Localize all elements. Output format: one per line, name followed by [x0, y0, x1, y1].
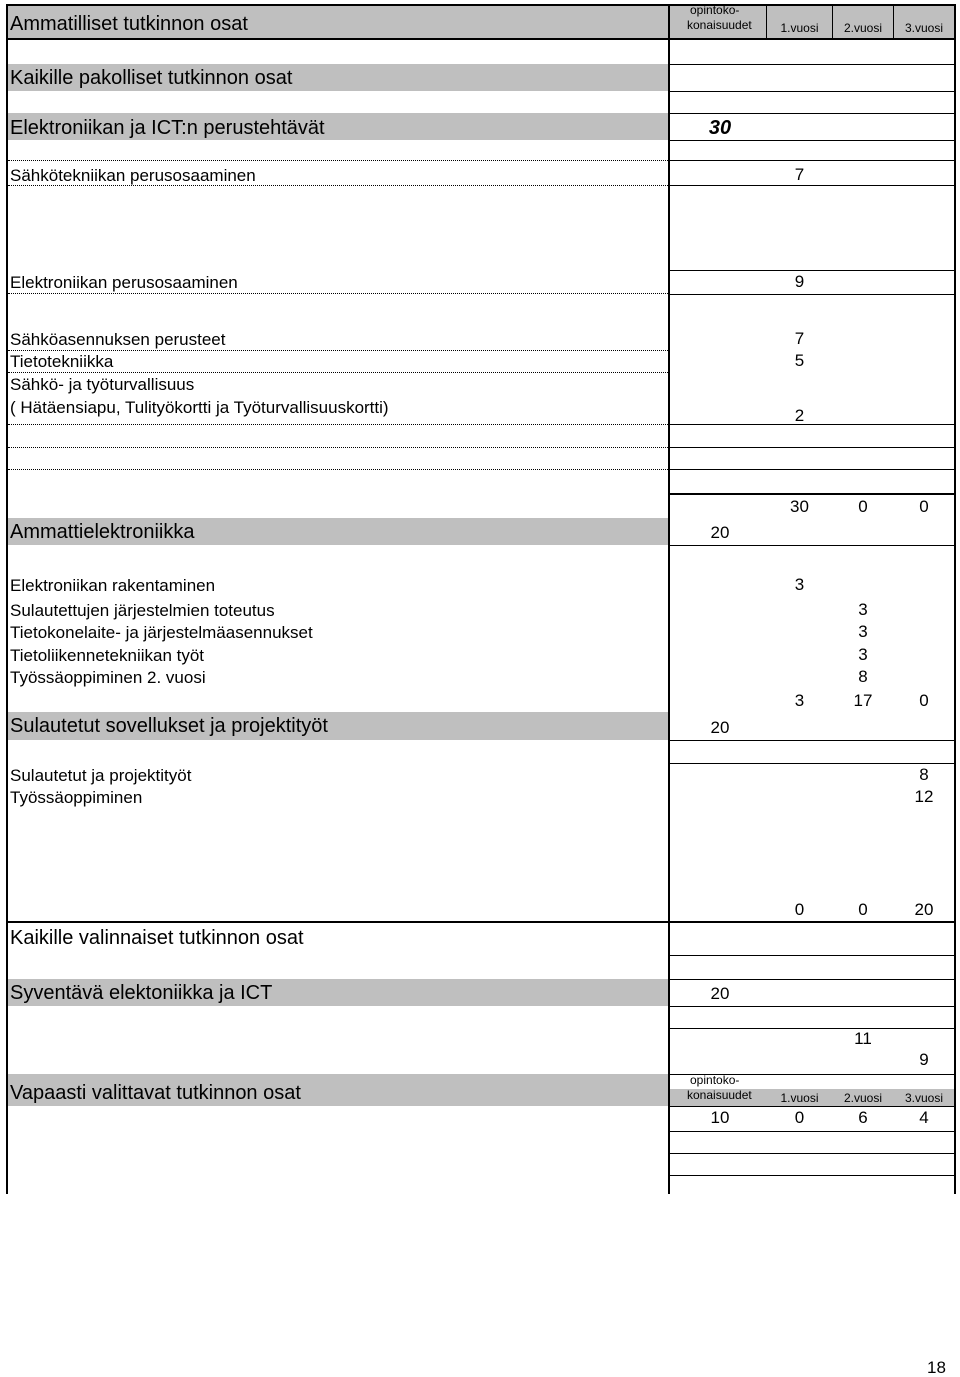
row-y1: 9: [794, 272, 805, 291]
grid-line: [668, 185, 956, 186]
vapaasti-y2-value: 6: [858, 1108, 868, 1127]
grid-line: [668, 113, 956, 114]
row-y1: 7: [794, 329, 805, 348]
row-y1: 3: [794, 575, 805, 594]
row-y3: 8: [919, 765, 929, 784]
ammattielektroniikka-title: Ammattielektroniikka: [10, 521, 195, 543]
header-bottom-border: [6, 38, 955, 40]
vapaasti-title: Vapaasti valittavat tutkinnon osat: [10, 1082, 301, 1104]
ammattielektroniikka-total-y3: 0: [919, 691, 929, 710]
perustehtavat-total-y1: 30: [790, 497, 809, 516]
row-label: Sulautettujen järjestelmien toteutus: [10, 601, 275, 620]
syventava-y3: 9: [919, 1050, 929, 1069]
right-border: [954, 4, 956, 1194]
col-y2-header: 2.vuosi: [843, 21, 883, 35]
dotted-line: [8, 372, 668, 373]
grid-line: [668, 955, 956, 956]
section-line: [6, 921, 956, 923]
col-ov-line1: opintoko-: [690, 3, 740, 17]
row-label: Sulautetut ja projektityöt: [10, 766, 192, 785]
dotted-line: [8, 424, 668, 425]
top-border: [6, 4, 955, 6]
vapaasti-col-y1: 1.vuosi: [780, 1091, 819, 1105]
grid-line: [668, 270, 956, 271]
grid-line: [668, 91, 956, 92]
ammattielektroniikka-ov: 20: [710, 523, 730, 542]
syventava-y2: 11: [854, 1029, 872, 1048]
row-y3: 12: [914, 787, 934, 806]
left-border: [6, 4, 8, 1194]
row-label: Työssäoppiminen: [10, 788, 143, 807]
dotted-line: [8, 185, 668, 186]
grid-line: [668, 469, 956, 470]
grid-line: [668, 1028, 956, 1029]
page-title: Ammatilliset tutkinnon osat: [10, 13, 248, 35]
row-y2: 8: [858, 667, 868, 686]
perustehtavat-ov: 30: [708, 116, 732, 139]
syventava-title: Syventävä elektoniikka ja ICT: [10, 982, 273, 1004]
perustehtavat-total-y2: 0: [858, 497, 868, 516]
row-y2: 3: [858, 645, 868, 664]
row-label: Sähkö- ja työturvallisuus: [10, 375, 195, 394]
row-y1: 2: [794, 406, 805, 425]
grid-line: [668, 447, 956, 448]
sulautetut-total-y3: 20: [914, 900, 934, 919]
sulautetut-ov: 20: [710, 718, 730, 737]
dotted-line: [8, 469, 668, 470]
row-label: Työssäoppiminen 2. vuosi: [10, 668, 206, 687]
grid-line: [668, 979, 956, 980]
sulautetut-total-y1: 0: [794, 900, 805, 919]
totals-line: [668, 493, 956, 495]
grid-line: [668, 140, 956, 141]
grid-line: [668, 740, 956, 741]
section-pakolliset: Kaikille pakolliset tutkinnon osat: [10, 67, 293, 89]
perustehtavat-title: Elektroniikan ja ICT:n perustehtävät: [10, 117, 325, 139]
ammattielektroniikka-total-y1: 3: [794, 691, 805, 710]
row-y2: 3: [858, 600, 868, 619]
vapaasti-col-y2: 2.vuosi: [843, 1091, 883, 1105]
vapaasti-y1-value: 0: [794, 1108, 805, 1127]
syventava-ov: 20: [710, 984, 730, 1003]
grid-line: [668, 763, 956, 764]
col-divider: [668, 4, 670, 1194]
sulautetut-total-y2: 0: [858, 900, 868, 919]
grid-line: [668, 1106, 956, 1107]
vapaasti-y3-value: 4: [919, 1108, 929, 1127]
vapaasti-col-y3: 3.vuosi: [904, 1091, 944, 1105]
vapaasti-col-ov-line1: opintoko-: [690, 1073, 740, 1087]
vapaasti-col-ov-line2: konaisuudet: [687, 1088, 752, 1102]
perustehtavat-total-y3: 0: [919, 497, 929, 516]
row-label: Elektroniikan rakentaminen: [10, 576, 216, 595]
grid-line: [668, 1153, 956, 1154]
row-y1: 7: [794, 165, 805, 184]
grid-line: [668, 1175, 956, 1176]
section-valinnaiset: Kaikille valinnaiset tutkinnon osat: [10, 927, 304, 949]
sulautetut-title: Sulautetut sovellukset ja projektityöt: [10, 715, 328, 737]
row-label: Sähköasennuksen perusteet: [10, 330, 226, 349]
row-y1: 5: [794, 351, 805, 370]
grid-line: [668, 294, 956, 295]
row-label: ( Hätäensiapu, Tulityökortti ja Työturvallisuuskortti): [10, 398, 389, 417]
dotted-line: [8, 350, 668, 351]
grid-line: [668, 160, 956, 161]
grid-line: [668, 1131, 956, 1132]
page-number: 18: [927, 1358, 946, 1377]
row-label: Elektroniikan perusosaaminen: [10, 273, 238, 292]
grid-line: [668, 64, 956, 65]
row-label: Tietotekniikka: [10, 352, 114, 371]
col-y1-header: 1.vuosi: [780, 21, 819, 35]
grid-line: [668, 1006, 956, 1007]
row-label: Tietokonelaite- ja järjestelmäasennukset: [10, 623, 313, 642]
grid-line: [668, 545, 956, 546]
vapaasti-ov-value: 10: [710, 1108, 730, 1127]
row-label: Sähkötekniikan perusosaaminen: [10, 166, 256, 185]
col-y3-header: 3.vuosi: [904, 21, 944, 35]
col-ov-line2: konaisuudet: [687, 18, 752, 32]
ammattielektroniikka-total-y2: 17: [853, 691, 873, 710]
row-label: Tietoliikennetekniikan työt: [10, 646, 205, 665]
dotted-line: [8, 447, 668, 448]
dotted-line: [8, 160, 668, 161]
dotted-line: [8, 293, 668, 294]
row-y2: 3: [858, 622, 868, 641]
